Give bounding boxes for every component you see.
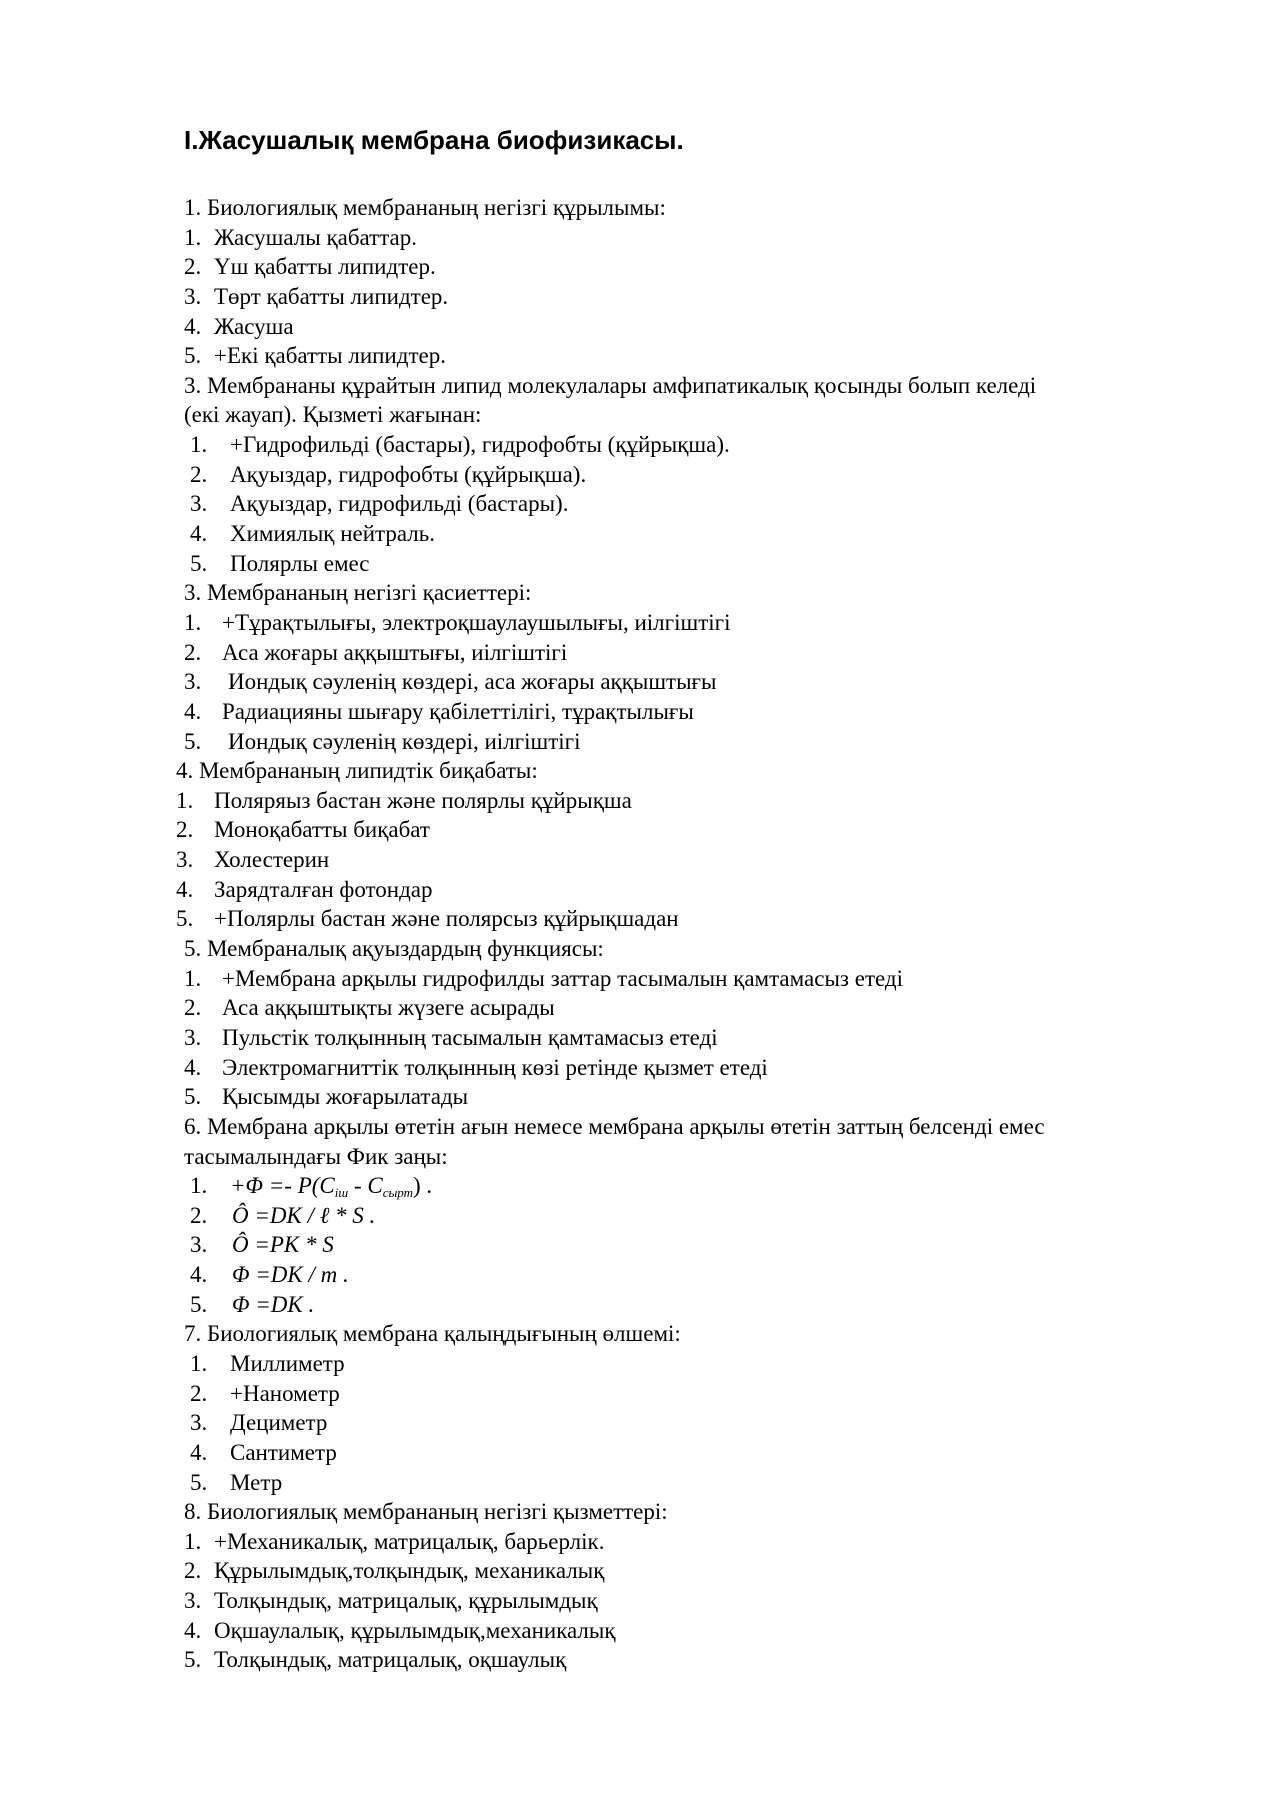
question-5: [0, 934, 1280, 964]
page-title: I.Жасушалық мембрана биофизикасы.: [184, 125, 684, 155]
option-1-4: [0, 312, 1280, 342]
option-4-2: [0, 815, 1280, 845]
option-text: Химиялық нейтраль.: [230, 521, 436, 547]
option-number: 4.: [184, 1617, 202, 1643]
option-3-5: [0, 727, 1280, 757]
question-text: тасымалындағы Фик заңы:: [184, 1143, 448, 1169]
option-number: 2.: [190, 1380, 208, 1406]
option-4-3: [0, 845, 1280, 875]
formula-part: ) .: [413, 1173, 433, 1199]
option-4-4: [0, 875, 1280, 905]
option-2-2: [0, 460, 1280, 490]
option-4-5: [0, 904, 1280, 934]
option-number: 1.: [184, 1528, 202, 1554]
question-text: 3. Мембрананың негізгі қасиеттері:: [184, 580, 532, 606]
question-6-line-1: [0, 1112, 1280, 1142]
option-7-3: [0, 1408, 1280, 1438]
option-2-1: [0, 430, 1280, 460]
formula-option-5: [0, 1290, 1280, 1320]
question-2-line-1: [0, 371, 1280, 401]
option-text: Ақуыздар, гидрофильді (бастары).: [230, 491, 569, 517]
option-number: 2.: [176, 817, 194, 843]
option-3-1: [0, 608, 1280, 638]
option-text: +Механикалық, матрицалық, барьерлік.: [214, 1528, 605, 1554]
formula-text: Ô =PK * S: [232, 1232, 334, 1258]
option-5-3: [0, 1023, 1280, 1053]
option-5-2: [0, 993, 1280, 1023]
question-text: 5. Мембраналық ақуыздардың функциясы:: [184, 936, 604, 962]
question-2-line-2: [0, 400, 1280, 430]
option-text: Дециметр: [230, 1410, 328, 1436]
option-text: Полярлы емес: [230, 550, 370, 576]
option-text: +Екі қабатты липидтер.: [214, 343, 446, 369]
option-number: 5.: [184, 1084, 202, 1110]
option-text: Моноқабатты биқабат: [214, 817, 430, 843]
option-text: Зарядталған фотондар: [214, 876, 433, 902]
option-8-5: [0, 1645, 1280, 1675]
option-number: 5.: [184, 343, 202, 369]
option-number: 5.: [184, 1647, 202, 1673]
option-number: 2.: [184, 254, 202, 280]
document-body: [0, 193, 1280, 1675]
option-number: 4.: [184, 698, 202, 724]
option-number: 4.: [190, 1439, 208, 1465]
option-text: Төрт қабатты липидтер.: [214, 283, 449, 309]
option-8-4: [0, 1616, 1280, 1646]
option-number: 1.: [190, 432, 208, 458]
option-text: Радиацияны шығару қабілеттілігі, тұрақтылығы: [222, 698, 694, 724]
option-number: 3.: [184, 283, 202, 309]
formula-subscript-outer: сырт: [382, 1185, 413, 1201]
option-number: 2.: [184, 639, 202, 665]
formula-text: Ô =DK / ℓ * S .: [232, 1202, 376, 1228]
option-8-1: [0, 1527, 1280, 1557]
option-text: Сантиметр: [230, 1439, 337, 1465]
option-text: Толқындық, матрицалық, оқшаулық: [214, 1647, 567, 1673]
formula-subscript-inner: іш: [334, 1185, 349, 1201]
option-number: 3.: [190, 1232, 208, 1258]
formula-text: Φ =DK / m .: [232, 1262, 349, 1288]
question-text: 1. Биологиялық мембрананың негізгі құрылымы:: [184, 195, 666, 220]
question-text: 4. Мембрананың липидтік биқабаты:: [176, 758, 538, 784]
option-number: 5.: [190, 1291, 208, 1317]
option-3-4: [0, 697, 1280, 727]
option-text: Холестерин: [214, 847, 330, 873]
option-number: 5.: [190, 1469, 208, 1495]
option-number: 3.: [184, 1588, 202, 1614]
option-2-5: [0, 549, 1280, 579]
option-text: Жасуша: [214, 313, 294, 339]
option-number: 4.: [190, 521, 208, 547]
option-text: +Мембрана арқылы гидрофилды заттар тасымалын қамтамасыз етеді: [222, 965, 903, 991]
formula-text: Φ =DK .: [232, 1291, 315, 1317]
option-text: Миллиметр: [230, 1350, 345, 1376]
option-number: 3.: [184, 1024, 202, 1050]
question-text: 3. Мембрананы құрайтын липид молекулалары амфипатикалық қосынды болып келеді: [184, 372, 1037, 398]
option-text: Құрылымдық,толқындық, механикалық: [214, 1558, 605, 1584]
option-1-2: [0, 252, 1280, 282]
option-number: 4.: [190, 1262, 208, 1288]
option-text: +Тұрақтылығы, электроқшаулаушылығы, иілгіштігі: [222, 609, 731, 635]
option-text: Поляряыз бастан және полярлы құйрықша: [214, 787, 632, 813]
formula-part: - C: [348, 1173, 383, 1199]
option-number: 4.: [184, 313, 202, 339]
option-2-4: [0, 519, 1280, 549]
option-number: 3.: [190, 491, 208, 517]
formula-part: +Φ =- P(C: [230, 1173, 335, 1199]
option-text: +Полярлы бастан және полярсыз құйрықшадан: [214, 906, 679, 932]
option-text: Иондық сәуленің көздері, аса жоғары аққыштығы: [228, 669, 717, 695]
option-text: Оқшаулалық, құрылымдық,механикалық: [214, 1617, 616, 1643]
option-text: +Нанометр: [230, 1380, 340, 1406]
option-number: 2.: [184, 1558, 202, 1584]
option-7-5: [0, 1468, 1280, 1498]
question-4: [0, 756, 1280, 786]
option-text: Пульстік толқынның тасымалын қамтамасыз етеді: [222, 1024, 718, 1050]
option-text: Жасушалы қабаттар.: [214, 224, 417, 250]
option-5-1: [0, 964, 1280, 994]
question-text: 8. Биологиялық мембрананың негізгі қызметтері:: [184, 1499, 668, 1525]
question-text: (екі жауап). Қызметі жағынан:: [184, 402, 482, 428]
formula-option-4: [0, 1260, 1280, 1290]
option-7-4: [0, 1438, 1280, 1468]
option-number: 3.: [190, 1410, 208, 1436]
option-1-5: [0, 341, 1280, 371]
option-number: 1.: [184, 609, 202, 635]
option-5-5: [0, 1082, 1280, 1112]
option-1-1: [0, 223, 1280, 253]
option-number: 3.: [176, 847, 194, 873]
option-number: 5.: [176, 906, 194, 932]
question-text: 6. Мембрана арқылы өтетін ағын немесе мембрана арқылы өтетін заттың белсенді емес: [184, 1113, 1045, 1139]
question-1: [0, 193, 1280, 223]
option-number: 1.: [190, 1350, 208, 1376]
option-4-1: [0, 786, 1280, 816]
option-1-3: [0, 282, 1280, 312]
option-text: Иондық сәуленің көздері, иілгіштігі: [228, 728, 581, 754]
option-text: Электромагниттік толқынның көзі ретінде қызмет етеді: [222, 1054, 768, 1080]
formula-option-3: [0, 1230, 1280, 1260]
option-text: Қысымды жоғарылатады: [222, 1084, 469, 1110]
question-6-line-2: [0, 1142, 1280, 1172]
option-2-3: [0, 489, 1280, 519]
option-number: 2.: [190, 1202, 208, 1228]
option-8-2: [0, 1556, 1280, 1586]
option-number: 4.: [176, 876, 194, 902]
option-text: Толқындық, матрицалық, құрылымдық: [214, 1588, 598, 1614]
formula-option-2: [0, 1201, 1280, 1231]
option-number: 2.: [190, 461, 208, 487]
option-number: 1.: [190, 1173, 208, 1199]
option-text: Ақуыздар, гидрофобты (құйрықша).: [230, 461, 587, 487]
option-number: 5.: [190, 550, 208, 576]
option-number: 1.: [184, 224, 202, 250]
option-number: 5.: [184, 728, 202, 754]
option-text: Үш қабатты липидтер.: [214, 254, 436, 280]
option-3-3: [0, 667, 1280, 697]
option-number: 2.: [184, 995, 202, 1021]
option-number: 3.: [184, 669, 202, 695]
option-3-2: [0, 638, 1280, 668]
option-number: 4.: [184, 1054, 202, 1080]
question-7: [0, 1319, 1280, 1349]
question-3: [0, 578, 1280, 608]
option-7-1: [0, 1349, 1280, 1379]
formula-option-1: [0, 1171, 1280, 1201]
option-text: +Гидрофильді (бастары), гидрофобты (құйрықша).: [230, 432, 730, 458]
option-text: Аса жоғары аққыштығы, иілгіштігі: [222, 639, 568, 665]
question-8: [0, 1497, 1280, 1527]
option-number: 1.: [176, 787, 194, 813]
option-8-3: [0, 1586, 1280, 1616]
option-text: Аса аққыштықты жүзеге асырады: [222, 995, 555, 1021]
option-5-4: [0, 1053, 1280, 1083]
question-text: 7. Биологиялық мембрана қалыңдығының өлшемі:: [184, 1321, 681, 1347]
option-7-2: [0, 1379, 1280, 1409]
option-number: 1.: [184, 965, 202, 991]
option-text: Метр: [230, 1469, 283, 1495]
